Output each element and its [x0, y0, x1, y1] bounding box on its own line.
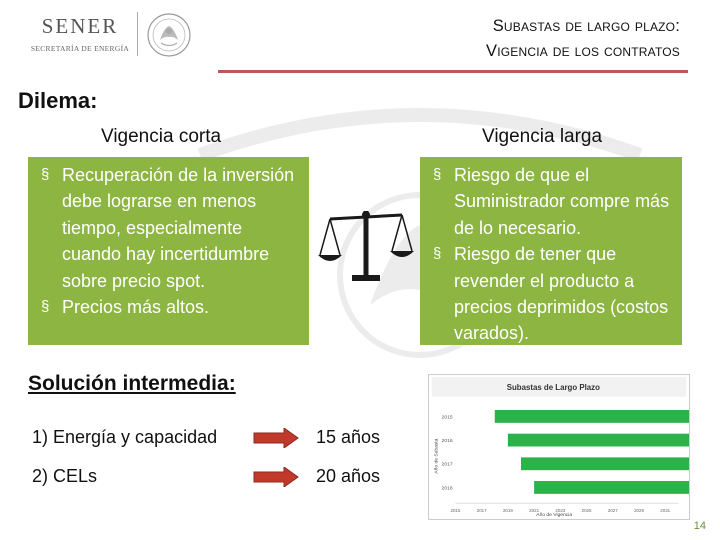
chart-x-tick-label: 2017: [476, 508, 487, 514]
solution-item-value: 15 años: [316, 427, 381, 447]
chart-x-tick-label: 2027: [607, 508, 618, 514]
long-term-bullet: § Riesgo de que el Suministrador compre más de lo necesario.: [428, 162, 674, 241]
balance-scale-icon: [318, 205, 414, 283]
title-line-2: Vigencia de los contratos: [485, 42, 680, 60]
short-term-bullet: § Precios más altos.: [36, 294, 301, 320]
long-term-bullet: § Riesgo de tener que revender el producto a precios deprimidos (costos varados).: [428, 241, 674, 347]
chart-x-tick-label: 2023: [555, 508, 566, 514]
chart-ylabel: Año de Subasta: [434, 438, 440, 474]
solution-heading: Solución intermedia:: [28, 372, 236, 395]
dilema-heading: Dilema:: [18, 88, 98, 113]
logo-divider: [137, 12, 138, 56]
title-underline: [218, 70, 688, 73]
sener-logo: [30, 14, 130, 58]
chart-y-tick-label: 2015: [441, 415, 453, 421]
chart-x-tick-label: 2029: [634, 508, 644, 514]
sener-logo-subtitle: SECRETARÍA DE ENERGÍA: [30, 44, 130, 53]
chart-x-tick-label: 2031: [660, 508, 671, 514]
short-term-heading: Vigencia corta: [101, 126, 222, 147]
chart-bar: [534, 481, 690, 494]
chart-y-tick-label: 2018: [441, 486, 453, 492]
arrow-right-icon: [252, 428, 300, 448]
chart-y-tick-label: 2016: [441, 439, 453, 445]
chart-bar: [521, 457, 690, 470]
chart-xlabel: Año de Vigencia: [536, 513, 573, 519]
chart-x-tick-label: 2015: [450, 508, 461, 514]
page-title: [486, 14, 680, 64]
auction-chart: [428, 374, 690, 520]
short-term-bullet: § Recuperación de la inversión debe lograrse en menos tiempo, especialmente cuando hay incertidumbre sobre precio spot.: [36, 162, 301, 294]
chart-title: Subastas de Largo Plazo: [506, 382, 600, 392]
chart-bar: [495, 410, 690, 423]
chart-bar: [508, 434, 690, 447]
title-line-1: Subastas de largo plazo:: [492, 17, 680, 35]
mexico-seal-icon: [146, 12, 192, 58]
short-term-box: [28, 157, 309, 345]
page-number: 14: [693, 520, 706, 532]
sener-logo-text: SENER: [41, 14, 119, 38]
solution-item-value: 20 años: [316, 466, 381, 486]
solution-item-label: 2) CELs: [32, 466, 98, 486]
solution-item-label: 1) Energía y capacidad: [32, 427, 218, 447]
long-term-heading: Vigencia larga: [482, 126, 603, 147]
chart-x-tick-label: 2025: [581, 508, 592, 514]
chart-x-tick-label: 2019: [502, 508, 513, 514]
chart-y-tick-label: 2017: [441, 462, 453, 468]
chart-x-tick-label: 2021: [529, 508, 540, 514]
arrow-right-icon: [252, 467, 300, 487]
long-term-box: [420, 157, 682, 345]
